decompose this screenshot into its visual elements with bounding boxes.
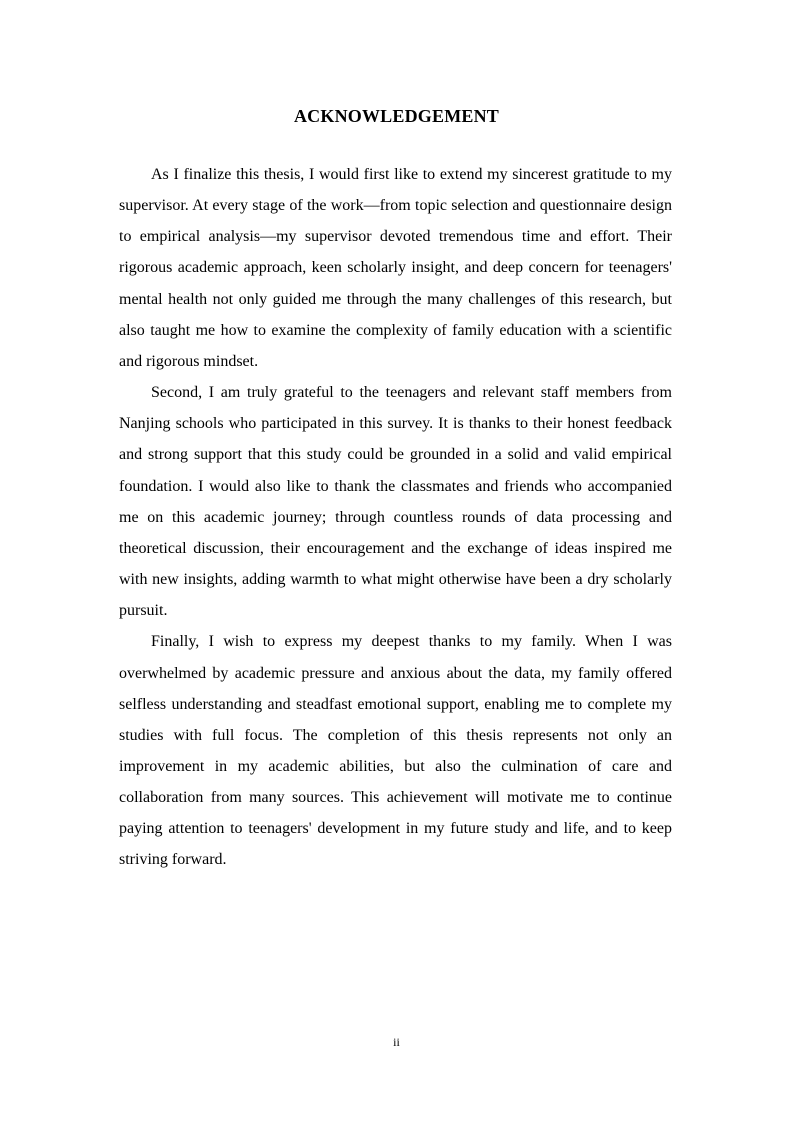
paragraph-participants: Second, I am truly grateful to the teenagers and relevant staff members from Nanjing schools who participated in this survey. It is thanks to their honest feedback and strong support that this study could be grounded in a solid and valid empirical foundation. I would also like to thank the classmates and friends who accompanied me on this academic journey; through countless rounds of data processing and theoretical discussion, their encouragement and the exchange of ideas inspired me with new insights, adding warmth to what might otherwise have been a dry scholarly pursuit.	[119, 384, 672, 620]
page-title: ACKNOWLEDGEMENT	[293, 106, 500, 126]
acknowledgement-body	[119, 159, 672, 876]
paragraph-family: Finally, I wish to express my deepest thanks to my family. When I was overwhelmed by academic pressure and anxious about the data, my family offered selfless understanding and steadfast emotional support, enabling me to complete my studies with full focus. The completion of this thesis represents not only an improvement in my academic abilities, but also the culmination of care and collaboration from many sources. This achievement will motivate me to continue paying attention to teenagers' development in my future study and life, and to keep striving forward.	[119, 633, 672, 869]
page-number: ii	[393, 1035, 400, 1049]
paragraph-supervisor: As I finalize this thesis, I would first like to extend my sincerest gratitude to my supervisor. At every stage of the work—from topic selection and questionnaire design to empirical analysis—my supervisor devoted tremendous time and effort. Their rigorous academic approach, keen scholarly insight, and deep concern for teenagers' mental health not only guided me through the many challenges of this research, but also taught me how to examine the complexity of family education with a scientific and rigorous mindset.	[119, 166, 672, 370]
